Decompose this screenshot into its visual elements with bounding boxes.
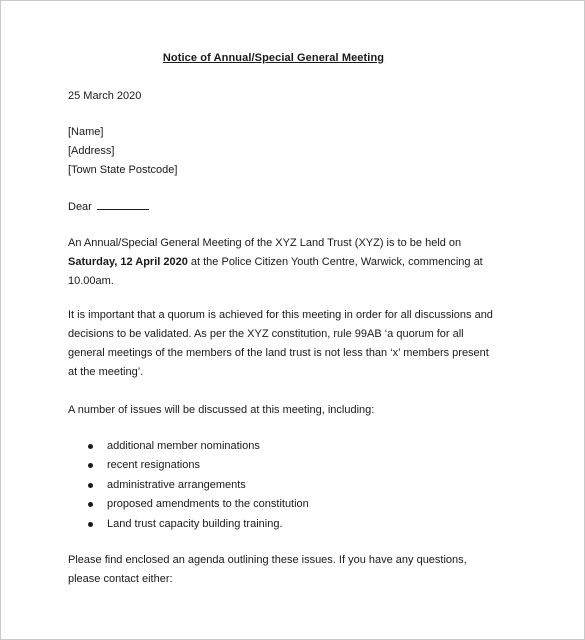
list-item bbox=[68, 495, 309, 514]
list-item-text: additional member nominations bbox=[107, 440, 260, 452]
recipient-blank bbox=[97, 199, 149, 210]
address-street: [Address] bbox=[68, 145, 115, 157]
list-item-text: recent resignations bbox=[107, 459, 200, 472]
meeting-text-1: An Annual/Special General Meeting of the XYZ Land Trust (XYZ) is to be held on bbox=[68, 237, 462, 249]
issues-intro: A number of issues will be discussed at this meeting, including: bbox=[68, 404, 375, 416]
list-item-text: Land trust capacity building training. bbox=[107, 517, 283, 530]
list-item-text: proposed amendments to the constitution bbox=[107, 498, 309, 511]
salutation-line bbox=[68, 198, 149, 217]
issues-list bbox=[68, 437, 309, 534]
meeting-date-bold: Saturday, 12 April 2020 bbox=[68, 256, 188, 268]
address-name: [Name] bbox=[68, 126, 104, 138]
quorum-paragraph: It is important that a quorum is achieved for this meeting in order for all discussions and decisions to be validated. As per the XYZ constitution, rule 99AB ‘a quorum for all general meetings of the members of the land trust is not less than ‘x’ members present at the meeting’. bbox=[68, 309, 493, 378]
list-item bbox=[68, 515, 309, 534]
bullet-icon bbox=[88, 502, 93, 507]
list-item-text: administrative arrangements bbox=[107, 478, 246, 491]
salutation-text: Dear bbox=[68, 201, 92, 213]
list-item bbox=[68, 476, 309, 495]
bullet-icon bbox=[88, 444, 93, 449]
bullet-icon bbox=[88, 463, 93, 468]
document-title: Notice of Annual/Special General Meeting bbox=[162, 52, 385, 64]
meeting-paragraph bbox=[68, 234, 498, 291]
bullet-icon bbox=[88, 522, 93, 527]
list-item bbox=[68, 456, 309, 475]
closing-paragraph: Please find enclosed an agenda outlining these issues. If you have any questions, please contact either: bbox=[68, 554, 467, 585]
letter-date: 25 March 2020 bbox=[68, 90, 142, 102]
list-item bbox=[68, 437, 309, 456]
meeting-text-2: at the Police Citizen Youth Centre, Warwick, commencing at 10.00am. bbox=[68, 256, 483, 287]
address-town: [Town State Postcode] bbox=[68, 164, 178, 176]
bullet-icon bbox=[88, 483, 93, 488]
